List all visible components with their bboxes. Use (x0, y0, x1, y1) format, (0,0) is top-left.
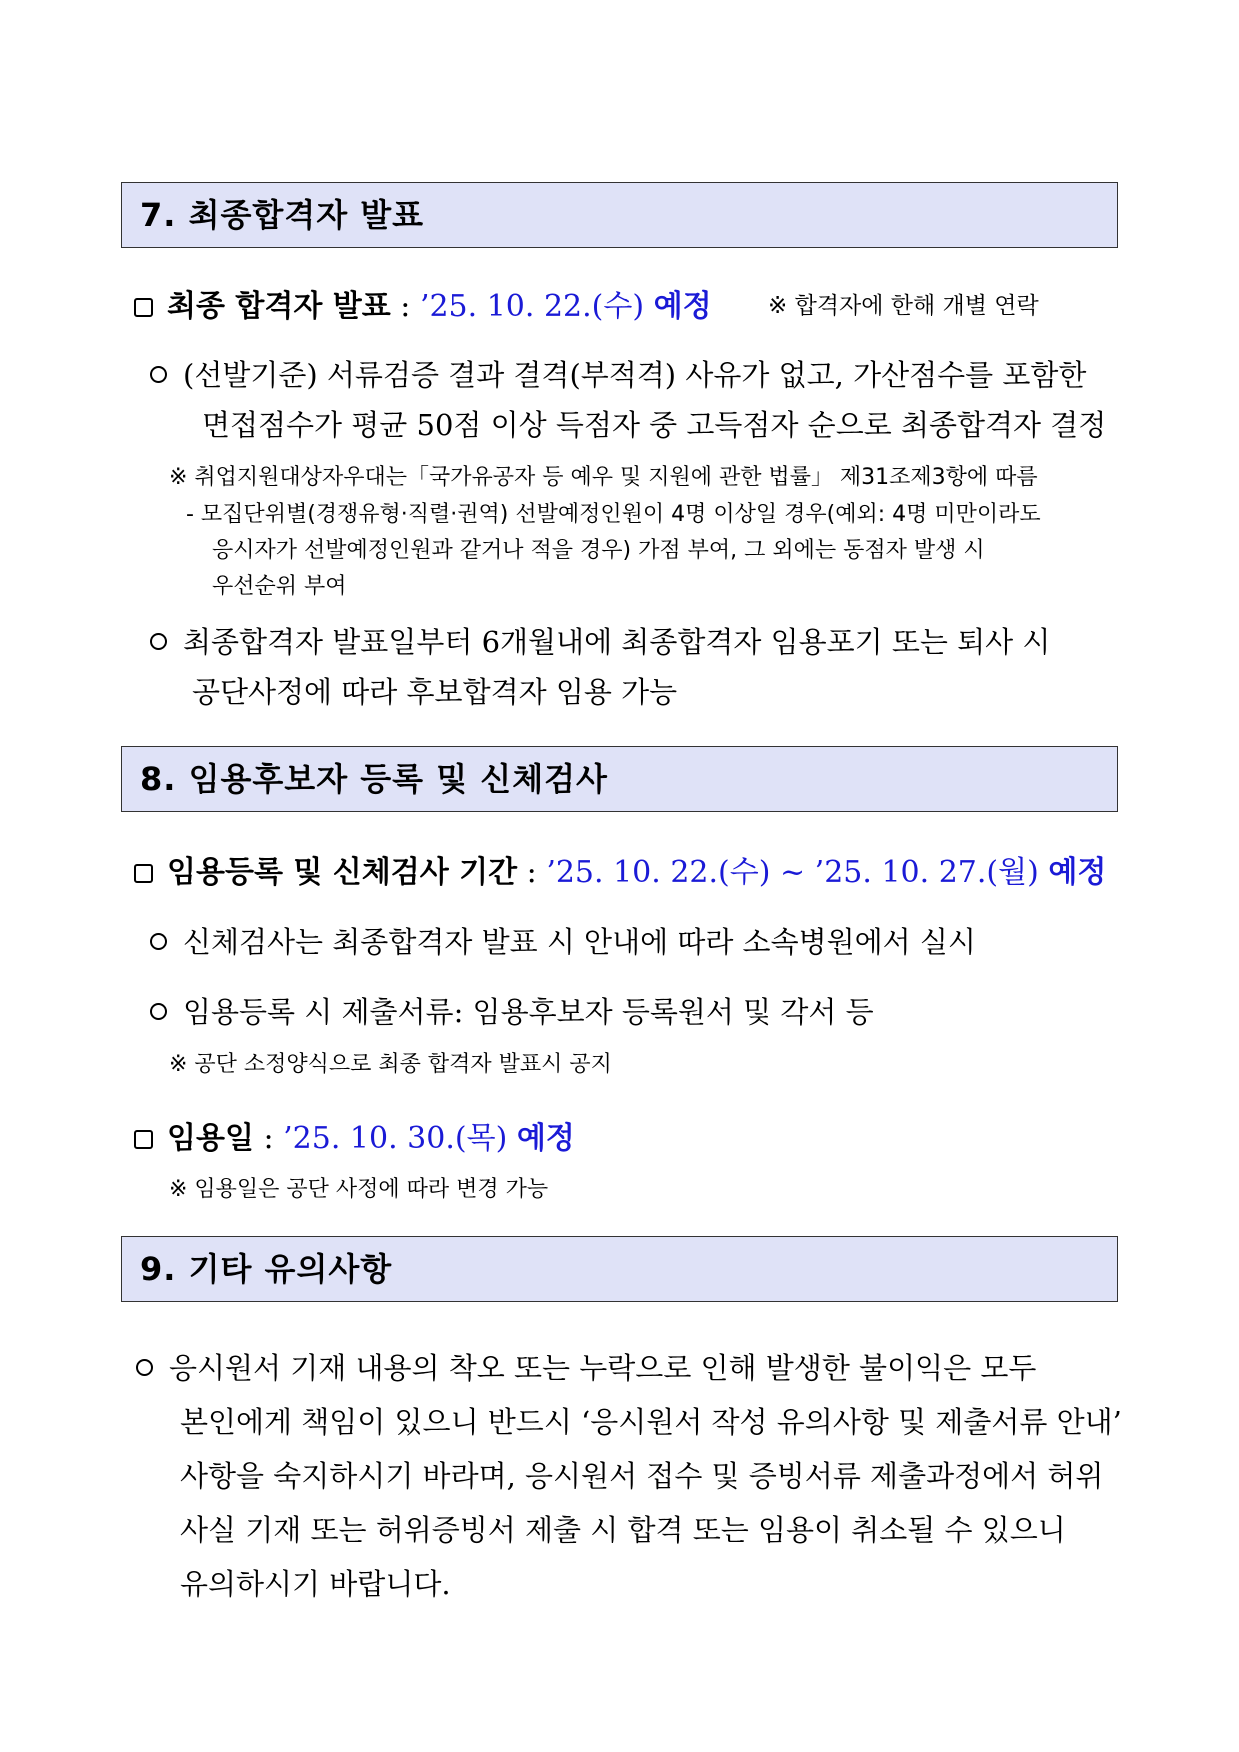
appointment-date-separator: : (253, 1121, 284, 1156)
registration-period-label: 임용등록 및 신체검사 기간 (167, 855, 518, 890)
section-7-title: 7. 최종합격자 발표 (140, 196, 425, 234)
circle-bullet-icon (150, 1003, 167, 1020)
backup-candidate-line-2: 공단사정에 따라 후보합격자 임용 가능 (192, 675, 678, 709)
section-7-header (121, 182, 1118, 248)
appointment-date-row (134, 1113, 575, 1157)
circle-bullet-icon (150, 633, 167, 650)
appointment-date-value: ’25. 10. 30.(목) (283, 1121, 508, 1156)
final-announcement-separator: : (390, 289, 420, 324)
circle-bullet-icon (136, 1359, 153, 1376)
veteran-preference-note: ※ 취업지원대상자우대는「국가유공자 등 예우 및 지원에 관한 법률」 제31조제3항에 따름 (169, 465, 1038, 490)
section-9-header (121, 1236, 1118, 1302)
circle-bullet-icon (150, 366, 167, 383)
selection-criteria-line-2: 면접점수가 평균 50점 이상 득점자 중 고득점자 순으로 최종합격자 결정 (202, 408, 1107, 442)
registration-period-tilde: ~ (770, 855, 815, 890)
square-bullet-icon (134, 1130, 153, 1149)
final-announcement-row (134, 281, 712, 325)
registration-period-plan: 예정 (1048, 855, 1107, 890)
appointment-change-note: ※ 임용일은 공단 사정에 따라 변경 가능 (169, 1177, 549, 1202)
appointment-date-plan: 예정 (516, 1121, 575, 1156)
bonus-points-note-line-1: - 모집단위별(경쟁유형·직렬·권역) 선발예정인원이 4명 이상일 경우(예외: 4명 미만이라도 (186, 502, 1041, 527)
final-announcement-label: 최종 합격자 발표 (167, 289, 391, 324)
circle-bullet-icon (150, 933, 167, 950)
selection-criteria-line-1: (선발기준) 서류검증 결과 결격(부적격) 사유가 없고, 가산점수를 포함한 (183, 358, 1087, 392)
bonus-points-note-line-2: 응시자가 선발예정인원과 같거나 적을 경우) 가점 부여, 그 외에는 동점자 발생 시 (212, 538, 985, 563)
registration-period-row (134, 847, 1106, 891)
caution-line-3: 사항을 숙지하시기 바라며, 응시원서 접수 및 증빙서류 제출과정에서 허위 (180, 1459, 1104, 1493)
registration-period-separator: : (517, 855, 547, 890)
bonus-points-note-line-3: 우선순위 부여 (212, 574, 347, 599)
caution-paragraph (136, 1346, 1036, 1387)
registration-documents-text: 임용등록 시 제출서류: 임용후보자 등록원서 및 각서 등 (183, 995, 874, 1029)
final-announcement-note: ※ 합격자에 한해 개별 연락 (768, 293, 1039, 319)
section-9-title: 9. 기타 유의사항 (140, 1250, 393, 1288)
appointment-date-label: 임용일 (167, 1121, 254, 1156)
physical-exam-text: 신체검사는 최종합격자 발표 시 안내에 따라 소속병원에서 실시 (183, 925, 976, 959)
selection-criteria-paragraph (150, 353, 1086, 394)
caution-line-1: 응시원서 기재 내용의 착오 또는 누락으로 인해 발생한 불이익은 모두 (169, 1351, 1037, 1385)
final-announcement-plan: 예정 (653, 289, 712, 324)
backup-candidate-line-1: 최종합격자 발표일부터 6개월내에 최종합격자 임용포기 또는 퇴사 시 (183, 625, 1051, 659)
registration-period-start: ’25. 10. 22.(수) (546, 855, 771, 890)
caution-line-5: 유의하시기 바랍니다. (180, 1567, 451, 1601)
registration-period-end: ’25. 10. 27.(월) (814, 855, 1039, 890)
registration-documents-paragraph (150, 990, 874, 1031)
final-announcement-date: ’25. 10. 22.(수) (419, 289, 645, 324)
square-bullet-icon (134, 298, 153, 317)
physical-exam-paragraph (150, 920, 976, 961)
form-notice-note: ※ 공단 소정양식으로 최종 합격자 발표시 공지 (169, 1052, 612, 1077)
section-8-header (121, 746, 1118, 812)
caution-line-4: 사실 기재 또는 허위증빙서 제출 시 합격 또는 임용이 취소될 수 있으니 (180, 1513, 1066, 1547)
section-8-title: 8. 임용후보자 등록 및 신체검사 (140, 760, 608, 798)
caution-line-2: 본인에게 책임이 있으니 반드시 ‘응시원서 작성 유의사항 및 제출서류 안내’ (180, 1405, 1122, 1439)
backup-candidate-paragraph (150, 620, 1050, 661)
square-bullet-icon (134, 864, 153, 883)
